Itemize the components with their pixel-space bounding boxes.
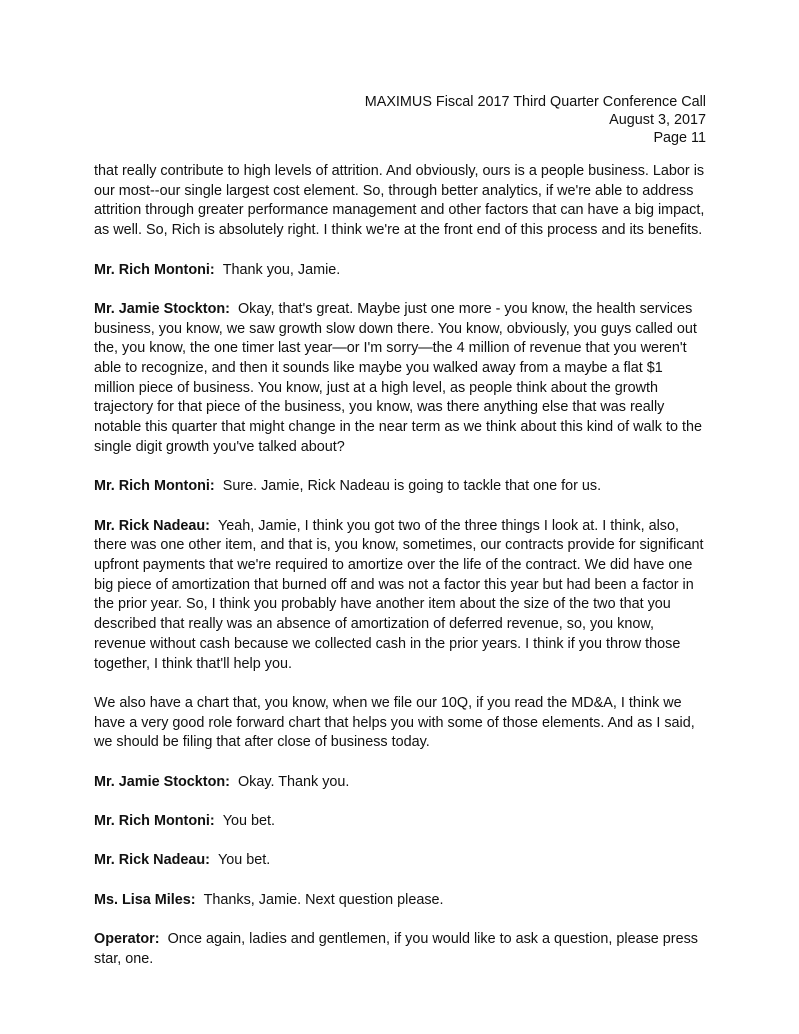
- text-line: [94, 950, 734, 970]
- line-text: star, one.: [94, 950, 154, 967]
- text-line: [94, 517, 734, 537]
- line-text: able to recognize, and then it sounds like maybe you walked away from a maybe a flat $1: [94, 360, 663, 376]
- document-title: MAXIMUS Fiscal 2017 Third Quarter Conference Call: [364, 94, 706, 110]
- transcript-paragraph: [94, 261, 734, 281]
- speaker-name: Mr. Rich Montoni:: [94, 813, 215, 830]
- document-date: August 3, 2017: [609, 112, 706, 128]
- speaker-name: Ms. Lisa Miles:: [94, 891, 196, 908]
- speaker-name: Mr. Jamie Stockton:: [94, 300, 230, 317]
- text-line: [94, 339, 734, 359]
- line-text: that really contribute to high levels of attrition. And obviously, ours is a people business. Labor is: [94, 163, 705, 179]
- text-line: [94, 261, 734, 281]
- speaker-name: Operator:: [94, 931, 160, 948]
- line-text: You bet.: [217, 852, 271, 869]
- text-line: [94, 359, 734, 379]
- transcript-paragraph: [94, 851, 734, 871]
- text-line: [94, 733, 734, 753]
- text-line: [94, 694, 734, 714]
- speaker-name: Mr. Rick Nadeau:: [94, 852, 210, 869]
- transcript-paragraph: [94, 812, 734, 832]
- transcript-paragraph: [94, 891, 734, 911]
- line-text: described that really was an absence of amortization of deferred revenue, so, you know,: [94, 616, 654, 633]
- text-line: [94, 891, 734, 911]
- line-text: Okay, that's great. Maybe just one more - you know, the health services: [237, 300, 693, 317]
- transcript-paragraph: [94, 162, 734, 241]
- line-text: business, you know, we saw growth slow down there. You know, obviously, you guys called out: [94, 320, 697, 337]
- line-text: Thanks, Jamie. Next question please.: [203, 891, 444, 908]
- line-text: notable this quarter that might change in the near term as we think about this kind of walk to the: [94, 419, 702, 436]
- text-line: [94, 398, 734, 418]
- text-line: [94, 595, 734, 615]
- line-text: as well. So, Rich is absolutely right. I think we're at the front end of this process and its benefits.: [94, 222, 703, 239]
- transcript-paragraph: [94, 477, 734, 497]
- line-text: upfront payments that we're required to amortize over the life of the contract. We did have one: [94, 557, 693, 573]
- line-text: together, I think that'll help you.: [94, 655, 292, 672]
- text-line: [94, 536, 734, 556]
- transcript-paragraph: [94, 694, 734, 753]
- line-text: Thank you, Jamie.: [222, 261, 341, 278]
- text-line: [94, 182, 734, 202]
- text-line: [94, 714, 734, 734]
- speaker-name: Mr. Rich Montoni:: [94, 261, 215, 278]
- text-line: [94, 438, 734, 458]
- text-line: [94, 418, 734, 438]
- text-line: [94, 655, 734, 675]
- text-line: [94, 851, 734, 871]
- line-text: single digit growth you've talked about?: [94, 438, 345, 455]
- text-line: [94, 300, 734, 320]
- line-text: We also have a chart that, you know, when we file our 10Q, if you read the MD&A, I think we: [94, 694, 682, 711]
- line-text: the, you know, the one timer last year—or I'm sorry—the 4 million of revenue that you weren't: [94, 340, 687, 357]
- line-text: the prior year. So, I think you probably have another item about the size of the two that you: [94, 596, 671, 613]
- line-text: big piece of amortization that burned off and was not a factor this year but had been a factor in: [94, 576, 694, 593]
- text-line: [94, 556, 734, 576]
- line-text: You bet.: [222, 813, 276, 830]
- line-text: there was one other item, and that is, you know, sometimes, our contracts provide for significant: [94, 537, 704, 554]
- speaker-name: Mr. Rick Nadeau:: [94, 517, 210, 534]
- line-text: attrition through greater performance management and other factors that can have a big impact,: [94, 202, 705, 219]
- text-line: [94, 477, 734, 497]
- text-line: [94, 773, 734, 793]
- transcript-body: [94, 162, 734, 989]
- text-line: [94, 930, 734, 950]
- line-text: Okay. Thank you.: [237, 773, 350, 790]
- text-line: [94, 201, 734, 221]
- line-text: trajectory for that piece of the business, you know, was there anything else that was really: [94, 399, 665, 416]
- line-text: revenue without cash because we collected cash in the prior years. I think if you throw those: [94, 635, 681, 652]
- page-number: Page 11: [653, 130, 706, 146]
- speaker-name: Mr. Jamie Stockton:: [94, 773, 230, 790]
- text-line: [94, 162, 734, 182]
- text-line: [94, 615, 734, 635]
- text-line: [94, 576, 734, 596]
- speaker-name: Mr. Rich Montoni:: [94, 478, 215, 495]
- line-text: we should be filing that after close of business today.: [94, 734, 430, 751]
- line-text: million piece of business. You know, just at a high level, as people think about the growth: [94, 379, 658, 396]
- text-line: [94, 320, 734, 340]
- transcript-paragraph: [94, 773, 734, 793]
- transcript-paragraph: [94, 300, 734, 458]
- line-text: Yeah, Jamie, I think you got two of the three things I look at. I think, also,: [217, 517, 680, 534]
- text-line: [94, 635, 734, 655]
- transcript-paragraph: [94, 517, 734, 675]
- text-line: [94, 379, 734, 399]
- page-header: [365, 93, 706, 147]
- line-text: Sure. Jamie, Rick Nadeau is going to tackle that one for us.: [222, 478, 602, 495]
- line-text: our most--our single largest cost element. So, through better analytics, if we're able to address: [94, 182, 694, 199]
- transcript-paragraph: [94, 930, 734, 969]
- line-text: Once again, ladies and gentlemen, if you would like to ask a question, please press: [167, 931, 698, 948]
- text-line: [94, 221, 734, 241]
- text-line: [94, 812, 734, 832]
- line-text: have a very good role forward chart that helps you with some of those elements. And as I said,: [94, 714, 695, 731]
